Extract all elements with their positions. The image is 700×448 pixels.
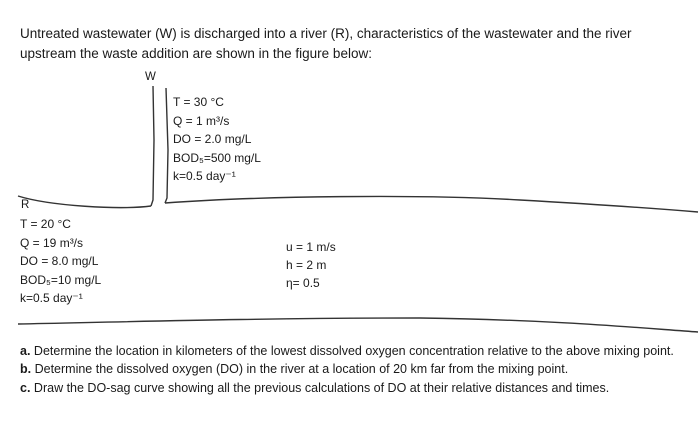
flow-eta: η= 0.5 — [286, 276, 320, 290]
river-upper-bank — [18, 196, 698, 212]
wastewater-do: DO = 2.0 mg/L — [173, 132, 252, 146]
wastewater-flow: Q = 1 m³/s — [173, 113, 230, 128]
river-do: DO = 8.0 mg/L — [20, 254, 99, 268]
river-label: R — [21, 199, 30, 211]
wastewater-parameters — [173, 93, 261, 186]
flow-parameters — [286, 238, 336, 292]
question-c: c. Draw the DO-sag curve showing all the previous calculations of DO at their relative distances and times. — [20, 380, 610, 395]
wastewater-temperature: T = 30 °C — [173, 95, 224, 109]
flow-depth: h = 2 m — [286, 258, 327, 272]
wastewater-k: k=0.5 day⁻¹ — [173, 169, 236, 183]
question-b: b. Determine the dissolved oxygen (DO) in the river at a location of 20 km far from the mixing point. — [20, 362, 569, 377]
questions-list — [20, 343, 692, 398]
wastewater-channel-right-wall — [165, 88, 168, 203]
wastewater-bod5: BOD₅=500 mg/L — [173, 150, 261, 165]
question-a: a. Determine the location in kilometers of the lowest dissolved oxygen concentration relative to the above mixing point. — [20, 344, 674, 358]
river-flow: Q = 19 m³/s — [20, 235, 84, 250]
flow-velocity: u = 1 m/s — [286, 240, 336, 254]
river-k: k=0.5 day⁻¹ — [20, 291, 83, 305]
river-temperature: T = 20 °C — [20, 217, 71, 231]
river-lower-bank — [18, 318, 698, 332]
river-bod5: BOD₅=10 mg/L — [20, 272, 102, 287]
wastewater-channel-left-wall — [151, 86, 154, 206]
problem-intro: Untreated wastewater (W) is discharged into a river (R), characteristics of the wastewater and the river upstream the waste addition are shown in the figure below: — [20, 26, 632, 61]
wastewater-label: W — [145, 71, 156, 83]
river-parameters — [20, 215, 101, 308]
